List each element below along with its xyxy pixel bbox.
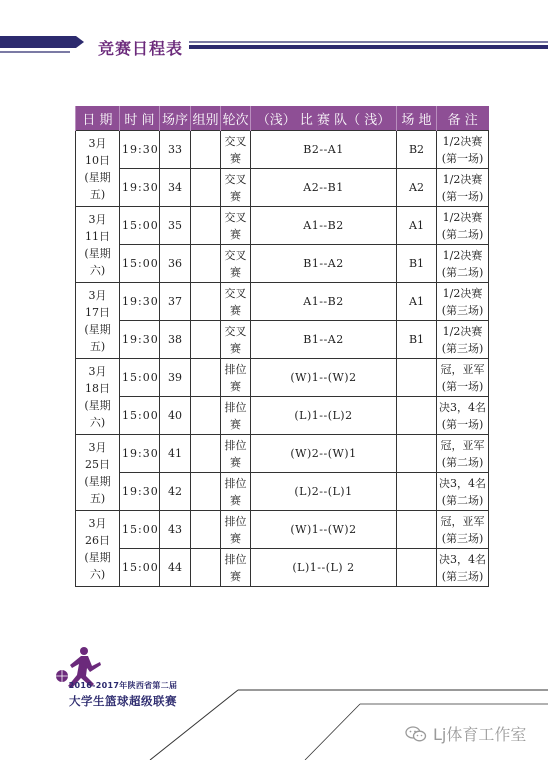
date-line: 26日 (85, 533, 110, 547)
match-cell: (W)1--(W)2 (251, 359, 397, 397)
group-cell (191, 131, 221, 169)
note-cell (437, 283, 489, 321)
table-row (76, 283, 489, 321)
match-number-cell: 34 (160, 169, 191, 207)
group-cell (191, 359, 221, 397)
round-cell: 排位赛 (221, 397, 251, 435)
note-line: 冠，亚军 (440, 514, 485, 528)
note-cell (437, 245, 489, 283)
match-number-cell: 40 (160, 397, 191, 435)
match-cell: B1--A2 (251, 245, 397, 283)
match-number-cell: 33 (160, 131, 191, 169)
table-row (76, 169, 489, 207)
match-number-cell: 41 (160, 435, 191, 473)
footer-logo-text (48, 680, 198, 709)
table-row (76, 359, 489, 397)
note-line: 1/2决赛 (442, 172, 483, 186)
note-line: 1/2决赛 (442, 286, 483, 300)
table-row (76, 245, 489, 283)
note-cell (437, 359, 489, 397)
note-line: (第三场) (441, 569, 484, 583)
column-header-group: 组别 (191, 106, 221, 131)
column-header-time: 时 间 (120, 106, 160, 131)
note-line: 决3，4名 (439, 476, 486, 490)
note-line: (第三场) (441, 531, 484, 545)
note-line: 决3，4名 (439, 400, 486, 414)
column-header-note: 备 注 (437, 106, 489, 131)
time-cell: 19:30 (120, 131, 160, 169)
match-cell: A2--B1 (251, 169, 397, 207)
header-decoration (0, 0, 548, 80)
time-cell: 15:00 (120, 397, 160, 435)
round-cell: 排位赛 (221, 511, 251, 549)
date-line: 10日 (85, 153, 110, 167)
note-cell (437, 207, 489, 245)
time-cell: 19:30 (120, 473, 160, 511)
column-header-no: 场序 (160, 106, 191, 131)
table-body (76, 131, 489, 587)
note-cell (437, 473, 489, 511)
time-cell: 15:00 (120, 207, 160, 245)
match-cell: (L)1--(L)2 (251, 397, 397, 435)
match-number-cell: 44 (160, 549, 191, 587)
venue-cell (397, 511, 437, 549)
date-line: (星期五) (84, 474, 111, 505)
logo-title: 大学生篮球超级联赛 (69, 694, 177, 708)
table-row (76, 397, 489, 435)
match-number-cell: 42 (160, 473, 191, 511)
round-cell: 交叉赛 (221, 245, 251, 283)
match-number-cell: 38 (160, 321, 191, 359)
note-cell (437, 397, 489, 435)
date-line: (星期五) (84, 322, 111, 353)
match-number-cell: 35 (160, 207, 191, 245)
date-line: 11日 (85, 229, 110, 243)
time-cell: 19:30 (120, 321, 160, 359)
round-cell: 排位赛 (221, 359, 251, 397)
date-line: 25日 (85, 457, 110, 471)
watermark-text: Lj体育工作室 (433, 725, 527, 744)
note-line: (第二场) (441, 265, 484, 279)
note-cell (437, 321, 489, 359)
note-cell (437, 169, 489, 207)
venue-cell: B2 (397, 131, 437, 169)
table-row (76, 435, 489, 473)
time-cell: 15:00 (120, 245, 160, 283)
round-cell: 交叉赛 (221, 283, 251, 321)
venue-cell (397, 397, 437, 435)
note-line: (第三场) (441, 341, 484, 355)
group-cell (191, 169, 221, 207)
match-cell: (W)2--(W)1 (251, 435, 397, 473)
date-line: 3月 (88, 288, 107, 302)
date-line: (星期六) (84, 550, 111, 581)
note-cell (437, 131, 489, 169)
round-cell: 交叉赛 (221, 321, 251, 359)
venue-cell: B1 (397, 321, 437, 359)
column-header-round: 轮次 (221, 106, 251, 131)
logo-subtitle: 2016-2017年陕西省第二届 (68, 681, 178, 690)
date-line: 3月 (88, 212, 107, 226)
match-number-cell: 36 (160, 245, 191, 283)
time-cell: 15:00 (120, 549, 160, 587)
table-row (76, 511, 489, 549)
date-cell (76, 283, 120, 359)
note-line: (第一场) (441, 189, 484, 203)
note-line: (第二场) (441, 493, 484, 507)
match-cell: A1--B2 (251, 283, 397, 321)
match-cell: (L)2--(L)1 (251, 473, 397, 511)
group-cell (191, 245, 221, 283)
time-cell: 19:30 (120, 283, 160, 321)
wechat-icon (405, 726, 427, 742)
note-line: (第一场) (441, 417, 484, 431)
table-row (76, 473, 489, 511)
note-line: 决3，4名 (439, 552, 486, 566)
note-line: (第一场) (441, 151, 484, 165)
date-line: (星期五) (84, 170, 111, 201)
date-cell (76, 131, 120, 207)
time-cell: 19:30 (120, 169, 160, 207)
note-line: (第三场) (441, 303, 484, 317)
round-cell: 交叉赛 (221, 169, 251, 207)
venue-cell (397, 435, 437, 473)
date-line: 17日 (85, 305, 110, 319)
match-cell: A1--B2 (251, 207, 397, 245)
match-cell: (L)1--(L) 2 (251, 549, 397, 587)
match-cell: B1--A2 (251, 321, 397, 359)
column-header-match: （浅） 比 赛 队（ 浅） (251, 106, 397, 131)
group-cell (191, 473, 221, 511)
note-cell (437, 435, 489, 473)
date-line: (星期六) (84, 246, 111, 277)
note-line: 1/2决赛 (442, 248, 483, 262)
match-number-cell: 43 (160, 511, 191, 549)
venue-cell (397, 473, 437, 511)
time-cell: 19:30 (120, 435, 160, 473)
schedule-table (75, 106, 489, 587)
date-cell (76, 435, 120, 511)
date-line: 3月 (88, 440, 107, 454)
round-cell: 排位赛 (221, 549, 251, 587)
table-row (76, 207, 489, 245)
note-line: 1/2决赛 (442, 324, 483, 338)
round-cell: 排位赛 (221, 435, 251, 473)
round-cell: 排位赛 (221, 473, 251, 511)
note-line: (第二场) (441, 455, 484, 469)
column-header-date: 日 期 (76, 106, 120, 131)
group-cell (191, 549, 221, 587)
group-cell (191, 283, 221, 321)
note-line: 1/2决赛 (442, 134, 483, 148)
venue-cell: A1 (397, 283, 437, 321)
note-cell (437, 549, 489, 587)
venue-cell (397, 359, 437, 397)
note-line: 冠，亚军 (440, 362, 485, 376)
date-line: (星期六) (84, 398, 111, 429)
round-cell: 交叉赛 (221, 207, 251, 245)
date-line: 18日 (85, 381, 110, 395)
note-cell (437, 511, 489, 549)
venue-cell: A1 (397, 207, 437, 245)
date-cell (76, 511, 120, 587)
date-line: 3月 (88, 136, 107, 150)
column-header-venue: 场 地 (397, 106, 437, 131)
note-line: 冠，亚军 (440, 438, 485, 452)
time-cell: 15:00 (120, 359, 160, 397)
group-cell (191, 435, 221, 473)
table-header-row (76, 106, 489, 131)
note-line: 1/2决赛 (442, 210, 483, 224)
group-cell (191, 511, 221, 549)
time-cell: 15:00 (120, 511, 160, 549)
group-cell (191, 397, 221, 435)
match-cell: (W)1--(W)2 (251, 511, 397, 549)
date-line: 3月 (88, 364, 107, 378)
page-title: 竞赛日程表 (92, 36, 189, 59)
table-row (76, 549, 489, 587)
venue-cell (397, 549, 437, 587)
group-cell (191, 207, 221, 245)
match-number-cell: 39 (160, 359, 191, 397)
date-cell (76, 359, 120, 435)
date-line: 3月 (88, 516, 107, 530)
note-line: (第二场) (441, 227, 484, 241)
match-number-cell: 37 (160, 283, 191, 321)
table-row (76, 321, 489, 359)
group-cell (191, 321, 221, 359)
venue-cell: A2 (397, 169, 437, 207)
note-line: (第一场) (441, 379, 484, 393)
match-cell: B2--A1 (251, 131, 397, 169)
table-row (76, 131, 489, 169)
venue-cell: B1 (397, 245, 437, 283)
watermark (405, 722, 526, 745)
date-cell (76, 207, 120, 283)
round-cell: 交叉赛 (221, 131, 251, 169)
